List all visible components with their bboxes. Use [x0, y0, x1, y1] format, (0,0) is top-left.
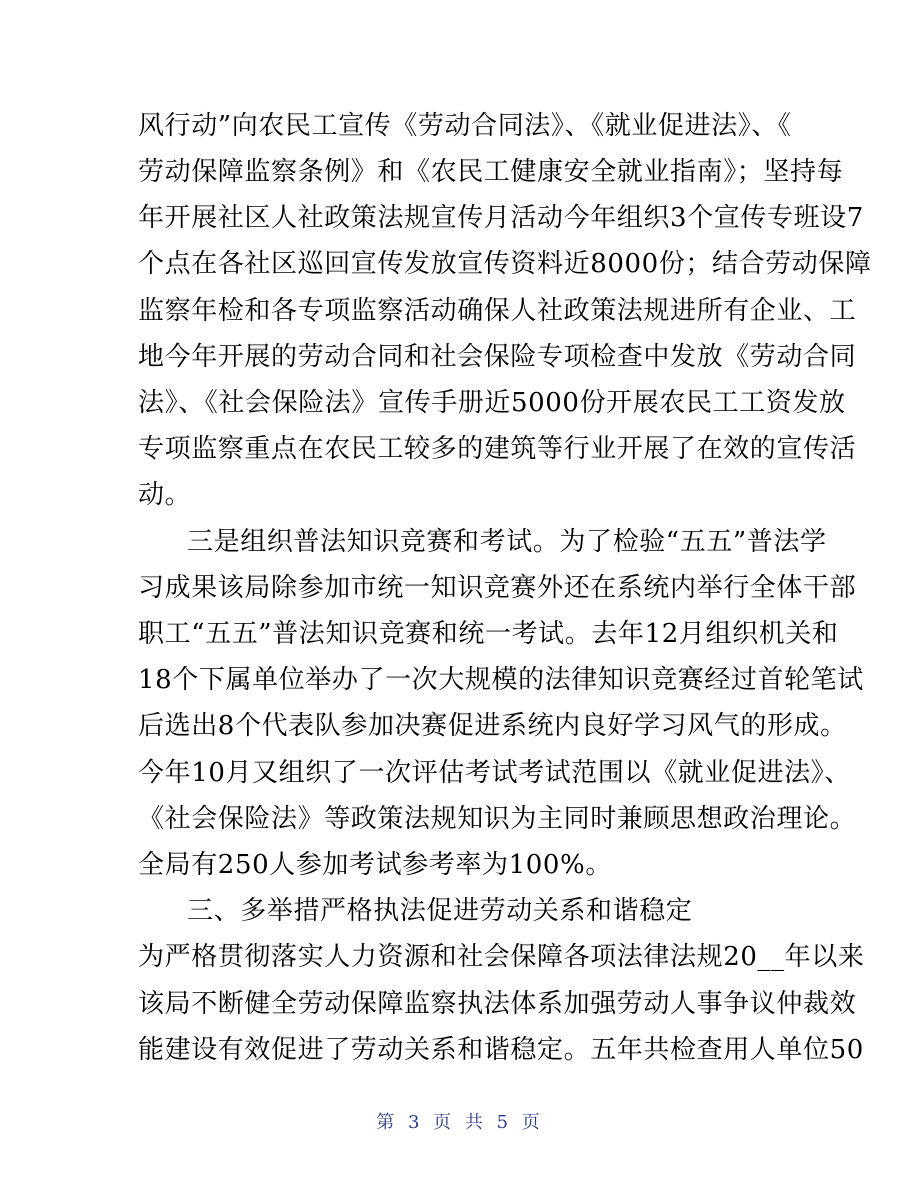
body-line: 职工“五五”普法知识竞赛和统一考试。去年12月组织机关和 [138, 619, 839, 649]
body-line: 习成果该局除参加市统一知识竞赛外还在系统内举行全体干部 [138, 573, 857, 603]
body-line: 《社会保险法》等政策法规知识为主同时兼顾思想政治理论。 [138, 804, 857, 834]
body-line: 为严格贯彻落实人力资源和社会保障各项法律法规20__年以来 [138, 942, 865, 972]
body-line: 动。 [138, 480, 192, 510]
body-line: 个点在各社区巡回宣传发放宣传资料近8000份；结合劳动保障 [138, 249, 872, 279]
body-line: 地今年开展的劳动合同和社会保险专项检查中发放《劳动合同 [138, 342, 857, 372]
body-line: 劳动保障监察条例》和《农民工健康安全就业指南》；坚持每 [138, 157, 844, 187]
body-line: 后选出8个代表队参加决赛促进系统内良好学习风气的形成。 [138, 711, 847, 741]
page-number-footer: 第 3 页 共 5 页 [376, 1112, 544, 1133]
paragraph-start-line: 三是组织普法知识竞赛和考试。为了检验“五五”普法学 [187, 527, 827, 557]
body-line: 今年10月又组织了一次评估考试考试范围以《就业促进法》、 [138, 758, 851, 788]
body-line: 年开展社区人社政策法规宣传月活动今年组织3个宣传专班设7 [138, 203, 864, 233]
body-line: 18个下属单位举办了一次大规模的法律知识竞赛经过首轮笔试 [138, 665, 864, 695]
body-line: 能建设有效促进了劳动关系和谐稳定。五年共检查用人单位50 [138, 1035, 864, 1065]
body-line: 法》、《社会保险法》宣传手册近5000份开展农民工工资发放 [138, 388, 846, 418]
body-line: 风行动”向农民工宣传《劳动合同法》、《就业促进法》、《 [138, 111, 792, 141]
body-line: 监察年检和各专项监察活动确保人社政策法规进所有企业、工 [138, 296, 857, 326]
section-heading: 三、多举措严格执法促进劳动关系和谐稳定 [187, 896, 693, 926]
body-line: 该局不断健全劳动保障监察执法体系加强劳动人事争议仲裁效 [138, 989, 857, 1019]
body-line: 全局有250人参加考试参考率为100%。 [138, 850, 612, 880]
body-line: 专项监察重点在农民工较多的建筑等行业开展了在效的宣传活 [138, 434, 857, 464]
